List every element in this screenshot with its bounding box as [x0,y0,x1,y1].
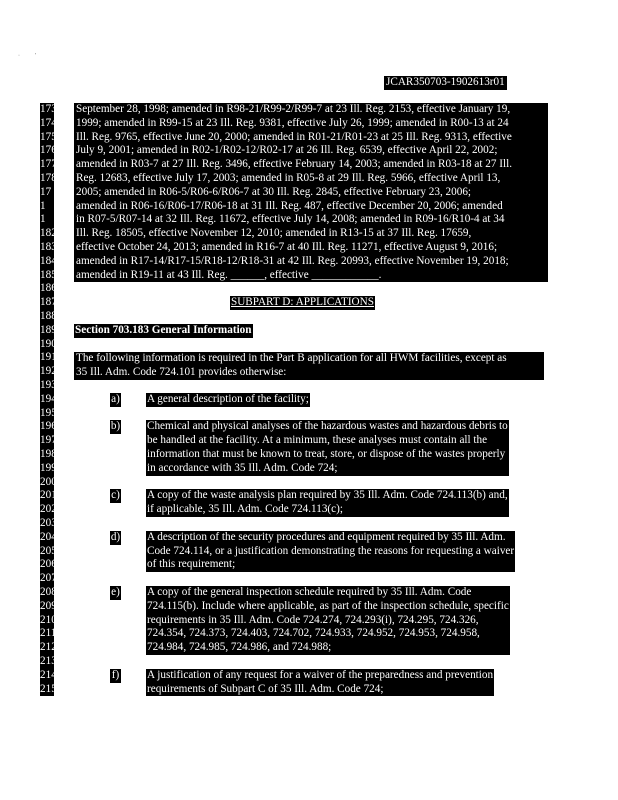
history-line: amended in R06-16/R06-17/R06-18 at 31 Ill. Reg. 487, effective December 20, 2006; amended [76,199,503,212]
line-number: 176 [40,144,57,157]
line-number: 175 [40,130,57,143]
line-number: 203 [40,517,57,529]
line-number: 213 [40,655,57,667]
line-number: 197 [40,434,57,447]
line-number: 209 [40,599,57,612]
history-lines [76,103,548,282]
item-marker: e) [111,586,120,598]
line-number: 189 [40,323,57,336]
subpart-heading [230,296,375,310]
line-number: 192 [40,365,57,378]
document-id-text: JCAR350703-1902613r01 [386,76,505,88]
item-line: 724.354, 724.373, 724.403, 724.702, 724.933, 724.952, 724.953, 724.958, [147,627,480,640]
item-line: if applicable, 35 Ill. Adm. Code 724.113(c); [147,503,343,516]
item-line: A description of the security procedures and equipment required by 35 Ill. Adm. [147,530,506,543]
line-number: 198 [40,448,57,460]
item-marker: f) [111,668,120,681]
item-marker: b) [110,420,121,433]
item-line: 724.115(b). Include where applicable, as part of the inspection schedule, specific [147,599,509,612]
item-line: A copy of the waste analysis plan required by 35 Ill. Adm. Code 724.113(b) and, [147,489,508,502]
line-number: 200 [40,475,57,488]
item-line: in accordance with 35 Ill. Adm. Code 724; [147,461,338,474]
line-number: 194 [40,392,57,405]
item-line: 724.984, 724.985, 724.986, and 724.988; [147,641,332,654]
line-number: 182 [40,227,57,240]
intro-line-2: 35 Ill. Adm. Code 724.101 provides otherwise: [76,365,287,378]
item-line: be handled at the facility. At a minimum, these analyses must contain all the [147,434,488,447]
history-line: Reg. 12683, effective July 17, 2003; amended in R05-8 at 29 Ill. Reg. 5966, effective April 13, [76,171,501,184]
line-number: 212 [40,641,57,654]
history-line: Ill. Reg. 9765, effective June 20, 2000; amended in R01-21/R01-23 at 25 Ill. Reg. 9313, effective [76,130,512,143]
line-number: 185 [40,268,57,281]
item-text [146,586,510,655]
item-marker: a) [111,392,120,405]
intro-paragraph [74,352,544,380]
item-text [146,393,310,407]
history-line: amended in R19-11 at 43 Ill. Reg. ______, effective ____________. [76,268,382,281]
line-number: 191 [40,351,57,364]
line-number: 190 [40,337,57,350]
line-number: 1 [40,200,54,214]
intro-line-1: The following information is required in the Part B application for all HWM facilities, except as [76,352,507,364]
item-line: A copy of the general inspection schedule required by 35 Ill. Adm. Code [147,586,472,598]
item-marker: d) [110,530,121,543]
line-number: 177 [40,158,57,171]
line-number: 201 [40,489,57,502]
history-line: amended in R17-14/R17-15/R18-12/R18-31 at 42 Ill. Reg. 20993, effective November 19, 2018; [76,254,509,267]
item-text [146,420,509,475]
line-number: 187 [40,296,57,309]
line-number: 196 [40,420,57,433]
item-line: Chemical and physical analyses of the hazardous wastes and hazardous debris to [147,420,508,433]
line-number: 205 [40,544,57,557]
item-line: requirements in 35 Ill. Adm. Code 724.274, 724.293(i), 724.295, 724.326, [147,613,479,626]
item-line: information that must be known to treat, store, or dispose of the wastes properly [147,447,506,460]
scan-specks: · ' [18,53,37,59]
item-text [146,669,494,697]
line-number: 206 [40,558,57,571]
history-line: amended in R03-7 at 27 Ill. Reg. 3496, effective February 14, 2003; amended in R03-18 at 27 Ill. [76,158,513,171]
history-line: September 28, 1998; amended in R98-21/R99-2/R99-7 at 23 Ill. Reg. 2153, effective January 19, [76,103,511,115]
item-text [146,489,509,517]
line-number: 208 [40,586,57,598]
line-number: 193 [40,379,57,391]
section-heading-text: Section 703.183 General Information [75,324,252,336]
line-number: 178 [40,172,57,184]
item-line: A justification of any request for a waiver of the preparedness and prevention [147,668,494,681]
line-number: 207 [40,572,57,585]
line-number: 214 [40,668,57,681]
line-number: 1 [40,213,54,227]
history-line: Ill. Reg. 18505, effective November 12, 2010; amended in R13-15 at 37 Ill. Reg. 17659, [76,227,472,240]
history-line: 2005; amended in R06-5/R06-6/R06-7 at 30 Ill. Reg. 2845, effective February 23, 2006; [76,185,472,198]
line-number: 195 [40,406,57,419]
item-line: of this requirement; [147,558,236,571]
line-number: 199 [40,461,57,474]
history-line: July 9, 2001; amended in R02-1/R02-12/R02-17 at 26 Ill. Reg. 6539, effective April 22, 2002; [76,144,498,157]
line-number: 173 [40,103,57,115]
line-number: 174 [40,116,57,129]
line-number: 202 [40,503,57,516]
history-line: effective October 24, 2013; amended in R16-7 at 40 Ill. Reg. 11271, effective August 9, 2016; [76,240,498,253]
item-line: Code 724.114, or a justification demonstrating the reasons for requesting a waiver [147,544,515,557]
section-heading [74,324,253,338]
line-number: 184 [40,254,57,267]
document-id [384,76,507,90]
history-line: in R07-5/R07-14 at 32 Ill. Reg. 11672, effective July 14, 2008; amended in R09-16/R10-4 at 34 [76,213,505,226]
line-number: 17 [40,186,54,200]
item-line: A general description of the facility; [147,392,309,405]
item-marker: c) [111,489,120,502]
line-number: 183 [40,241,57,253]
line-number: 188 [40,310,57,322]
line-number: 215 [40,682,57,695]
line-number: 211 [40,627,57,640]
line-number: 210 [40,613,57,626]
history-note [74,103,548,282]
item-line: requirements of Subpart C of 35 Ill. Adm. Code 724; [147,682,384,695]
line-number: 204 [40,530,57,543]
item-text [146,531,515,572]
subpart-heading-text: SUBPART D: APPLICATIONS [231,296,374,308]
history-line: 1999; amended in R99-15 at 23 Ill. Reg. 9381, effective July 26, 1999; amended in R00-13 at 24 [76,116,509,129]
line-number: 186 [40,282,57,295]
